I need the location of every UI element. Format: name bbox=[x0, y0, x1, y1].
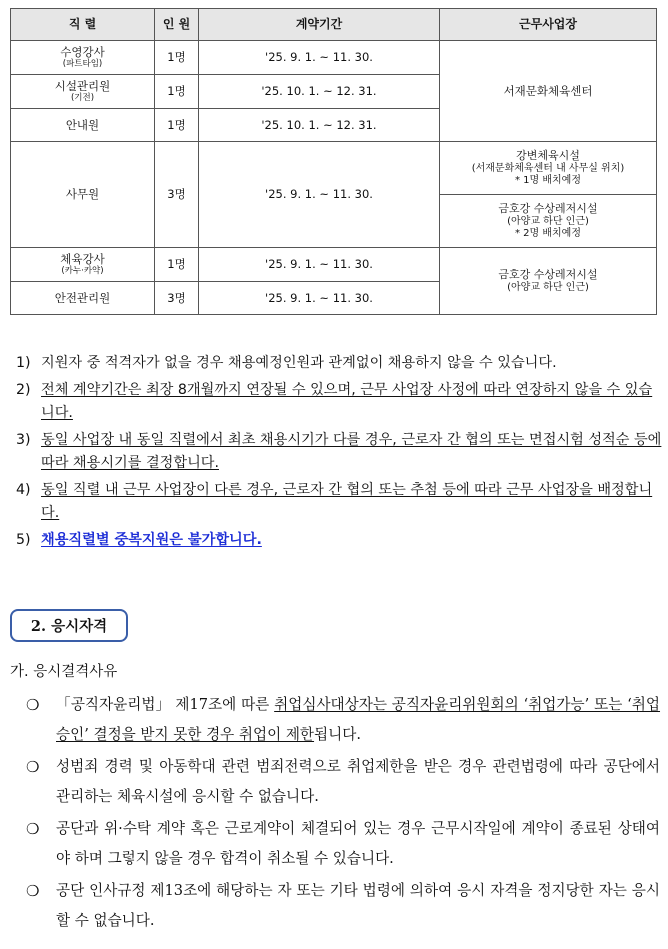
note-text: 전체 계약기간은 최장 8개월까지 연장될 수 있으며, 근무 사업장 사정에 따라 연장하지 않을 수 있습니다. bbox=[41, 381, 653, 421]
period-cell: '25. 10. 1. ~ 12. 31. bbox=[199, 75, 440, 109]
note-item bbox=[16, 352, 662, 376]
item-text-underlined: 취업심사대상자는 공직자윤리위원회의 ‘취업가능’ 또는 ‘취업승인’ 결정을 받지 못한 경우 취업이 제한 bbox=[56, 696, 661, 743]
note-number: 2) bbox=[16, 381, 31, 398]
workplace-name: 금호강 수상레저시설 bbox=[498, 268, 598, 282]
header-period: 계약기간 bbox=[199, 9, 440, 41]
note-number: 4) bbox=[16, 481, 31, 498]
item-text: 성범죄 경력 및 아동학대 관련 범죄전력으로 취업제한을 받은 경우 관련법령에 따라 공단에서 관리하는 체육시설에 응시할 수 없습니다. bbox=[56, 758, 660, 805]
disqualification-list bbox=[26, 690, 660, 938]
count-cell: 1명 bbox=[155, 75, 199, 109]
period-cell: '25. 10. 1. ~ 12. 31. bbox=[199, 109, 440, 142]
list-item bbox=[26, 752, 660, 812]
count-cell: 1명 bbox=[155, 109, 199, 142]
header-count: 인 원 bbox=[155, 9, 199, 41]
workplace-cell bbox=[440, 142, 657, 195]
item-text-tail: 됩니다. bbox=[314, 726, 361, 743]
count-cell: 1명 bbox=[155, 248, 199, 282]
period-cell: '25. 9. 1. ~ 11. 30. bbox=[199, 142, 440, 248]
subsection-title: 가. 응시결격사유 bbox=[10, 664, 118, 680]
workplace-name: 강변체육시설 bbox=[516, 149, 580, 163]
workplace-location: (아양교 하단 인근) bbox=[507, 281, 589, 293]
workplace-cell bbox=[440, 248, 657, 315]
table-row bbox=[11, 142, 657, 195]
note-text: 채용직렬별 중복지원은 불가합니다. bbox=[41, 531, 262, 548]
circle-bullet-icon: ❍ bbox=[26, 758, 40, 776]
workplace-cell bbox=[440, 195, 657, 248]
period-cell: '25. 9. 1. ~ 11. 30. bbox=[199, 282, 440, 315]
period-cell: '25. 9. 1. ~ 11. 30. bbox=[199, 248, 440, 282]
note-number: 3) bbox=[16, 431, 31, 448]
note-item bbox=[16, 479, 662, 526]
list-item bbox=[26, 690, 660, 750]
note-item bbox=[16, 379, 662, 426]
job-cell: 안내원 bbox=[11, 109, 155, 142]
list-item bbox=[26, 814, 660, 874]
note-text: 동일 직렬 내 근무 사업장이 다른 경우, 근로자 간 협의 또는 추첨 등에 따라 근무 사업장을 배정합니다. bbox=[41, 481, 653, 521]
job-title: 수영강사 bbox=[60, 45, 105, 60]
count-cell: 3명 bbox=[155, 142, 199, 248]
header-workplace: 근무사업장 bbox=[440, 9, 657, 41]
job-cell bbox=[11, 248, 155, 282]
item-text: 공단 인사규정 제13조에 해당하는 자 또는 기타 법령에 의하여 응시 자격을 정지당한 자는 응시할 수 없습니다. bbox=[56, 882, 660, 929]
workplace-location: (서재문화체육센터 내 사무실 위치) bbox=[471, 162, 625, 174]
circle-bullet-icon: ❍ bbox=[26, 696, 40, 714]
recruitment-table bbox=[10, 8, 657, 315]
workplace-location: (아양교 하단 인근) bbox=[507, 215, 589, 227]
workplace-note: * 2명 배치예정 bbox=[514, 227, 582, 239]
notes-list bbox=[16, 352, 662, 555]
job-title: 체육강사 bbox=[60, 252, 105, 267]
note-number: 1) bbox=[16, 355, 31, 371]
note-item bbox=[16, 429, 662, 476]
workplace-name: 금호강 수상레저시설 bbox=[498, 202, 598, 216]
table-row bbox=[11, 248, 657, 282]
job-cell: 안전관리원 bbox=[11, 282, 155, 315]
note-item bbox=[16, 529, 662, 553]
job-cell bbox=[11, 75, 155, 109]
item-text-lead: 「공직자윤리법」 제17조에 따른 bbox=[56, 696, 275, 713]
job-subtitle: (파트타임) bbox=[62, 58, 103, 69]
count-cell: 1명 bbox=[155, 41, 199, 75]
job-subtitle: (기전) bbox=[70, 92, 95, 103]
circle-bullet-icon: ❍ bbox=[26, 882, 40, 900]
workplace-note: * 1명 배치예정 bbox=[514, 174, 582, 186]
period-cell: '25. 9. 1. ~ 11. 30. bbox=[199, 41, 440, 75]
workplace-cell: 서재문화체육센터 bbox=[440, 41, 657, 142]
list-item bbox=[26, 876, 660, 936]
header-job: 직 렬 bbox=[11, 9, 155, 41]
table-row bbox=[11, 41, 657, 75]
circle-bullet-icon: ❍ bbox=[26, 820, 40, 838]
job-subtitle: (카누·카약) bbox=[61, 265, 104, 276]
job-cell bbox=[11, 41, 155, 75]
job-cell: 사무원 bbox=[11, 142, 155, 248]
item-text: 공단과 위·수탁 계약 혹은 근로계약이 체결되어 있는 경우 근무시작일에 계약이 종료된 상태여야 하며 그렇지 않을 경우 합격이 취소될 수 있습니다. bbox=[56, 820, 660, 867]
count-cell: 3명 bbox=[155, 282, 199, 315]
table-header-row bbox=[11, 9, 657, 41]
note-text: 지원자 중 적격자가 없을 경우 채용예정인원과 관계없이 채용하지 않을 수 있습니다. bbox=[41, 355, 557, 371]
section-title: 2. 응시자격 bbox=[10, 609, 128, 642]
note-number: 5) bbox=[16, 531, 31, 548]
note-text: 동일 사업장 내 동일 직렬에서 최초 채용시기가 다를 경우, 근로자 간 협의 또는 면접시험 성적순 등에 따라 채용시기를 결정합니다. bbox=[41, 431, 662, 471]
job-title: 시설관리원 bbox=[54, 79, 111, 94]
